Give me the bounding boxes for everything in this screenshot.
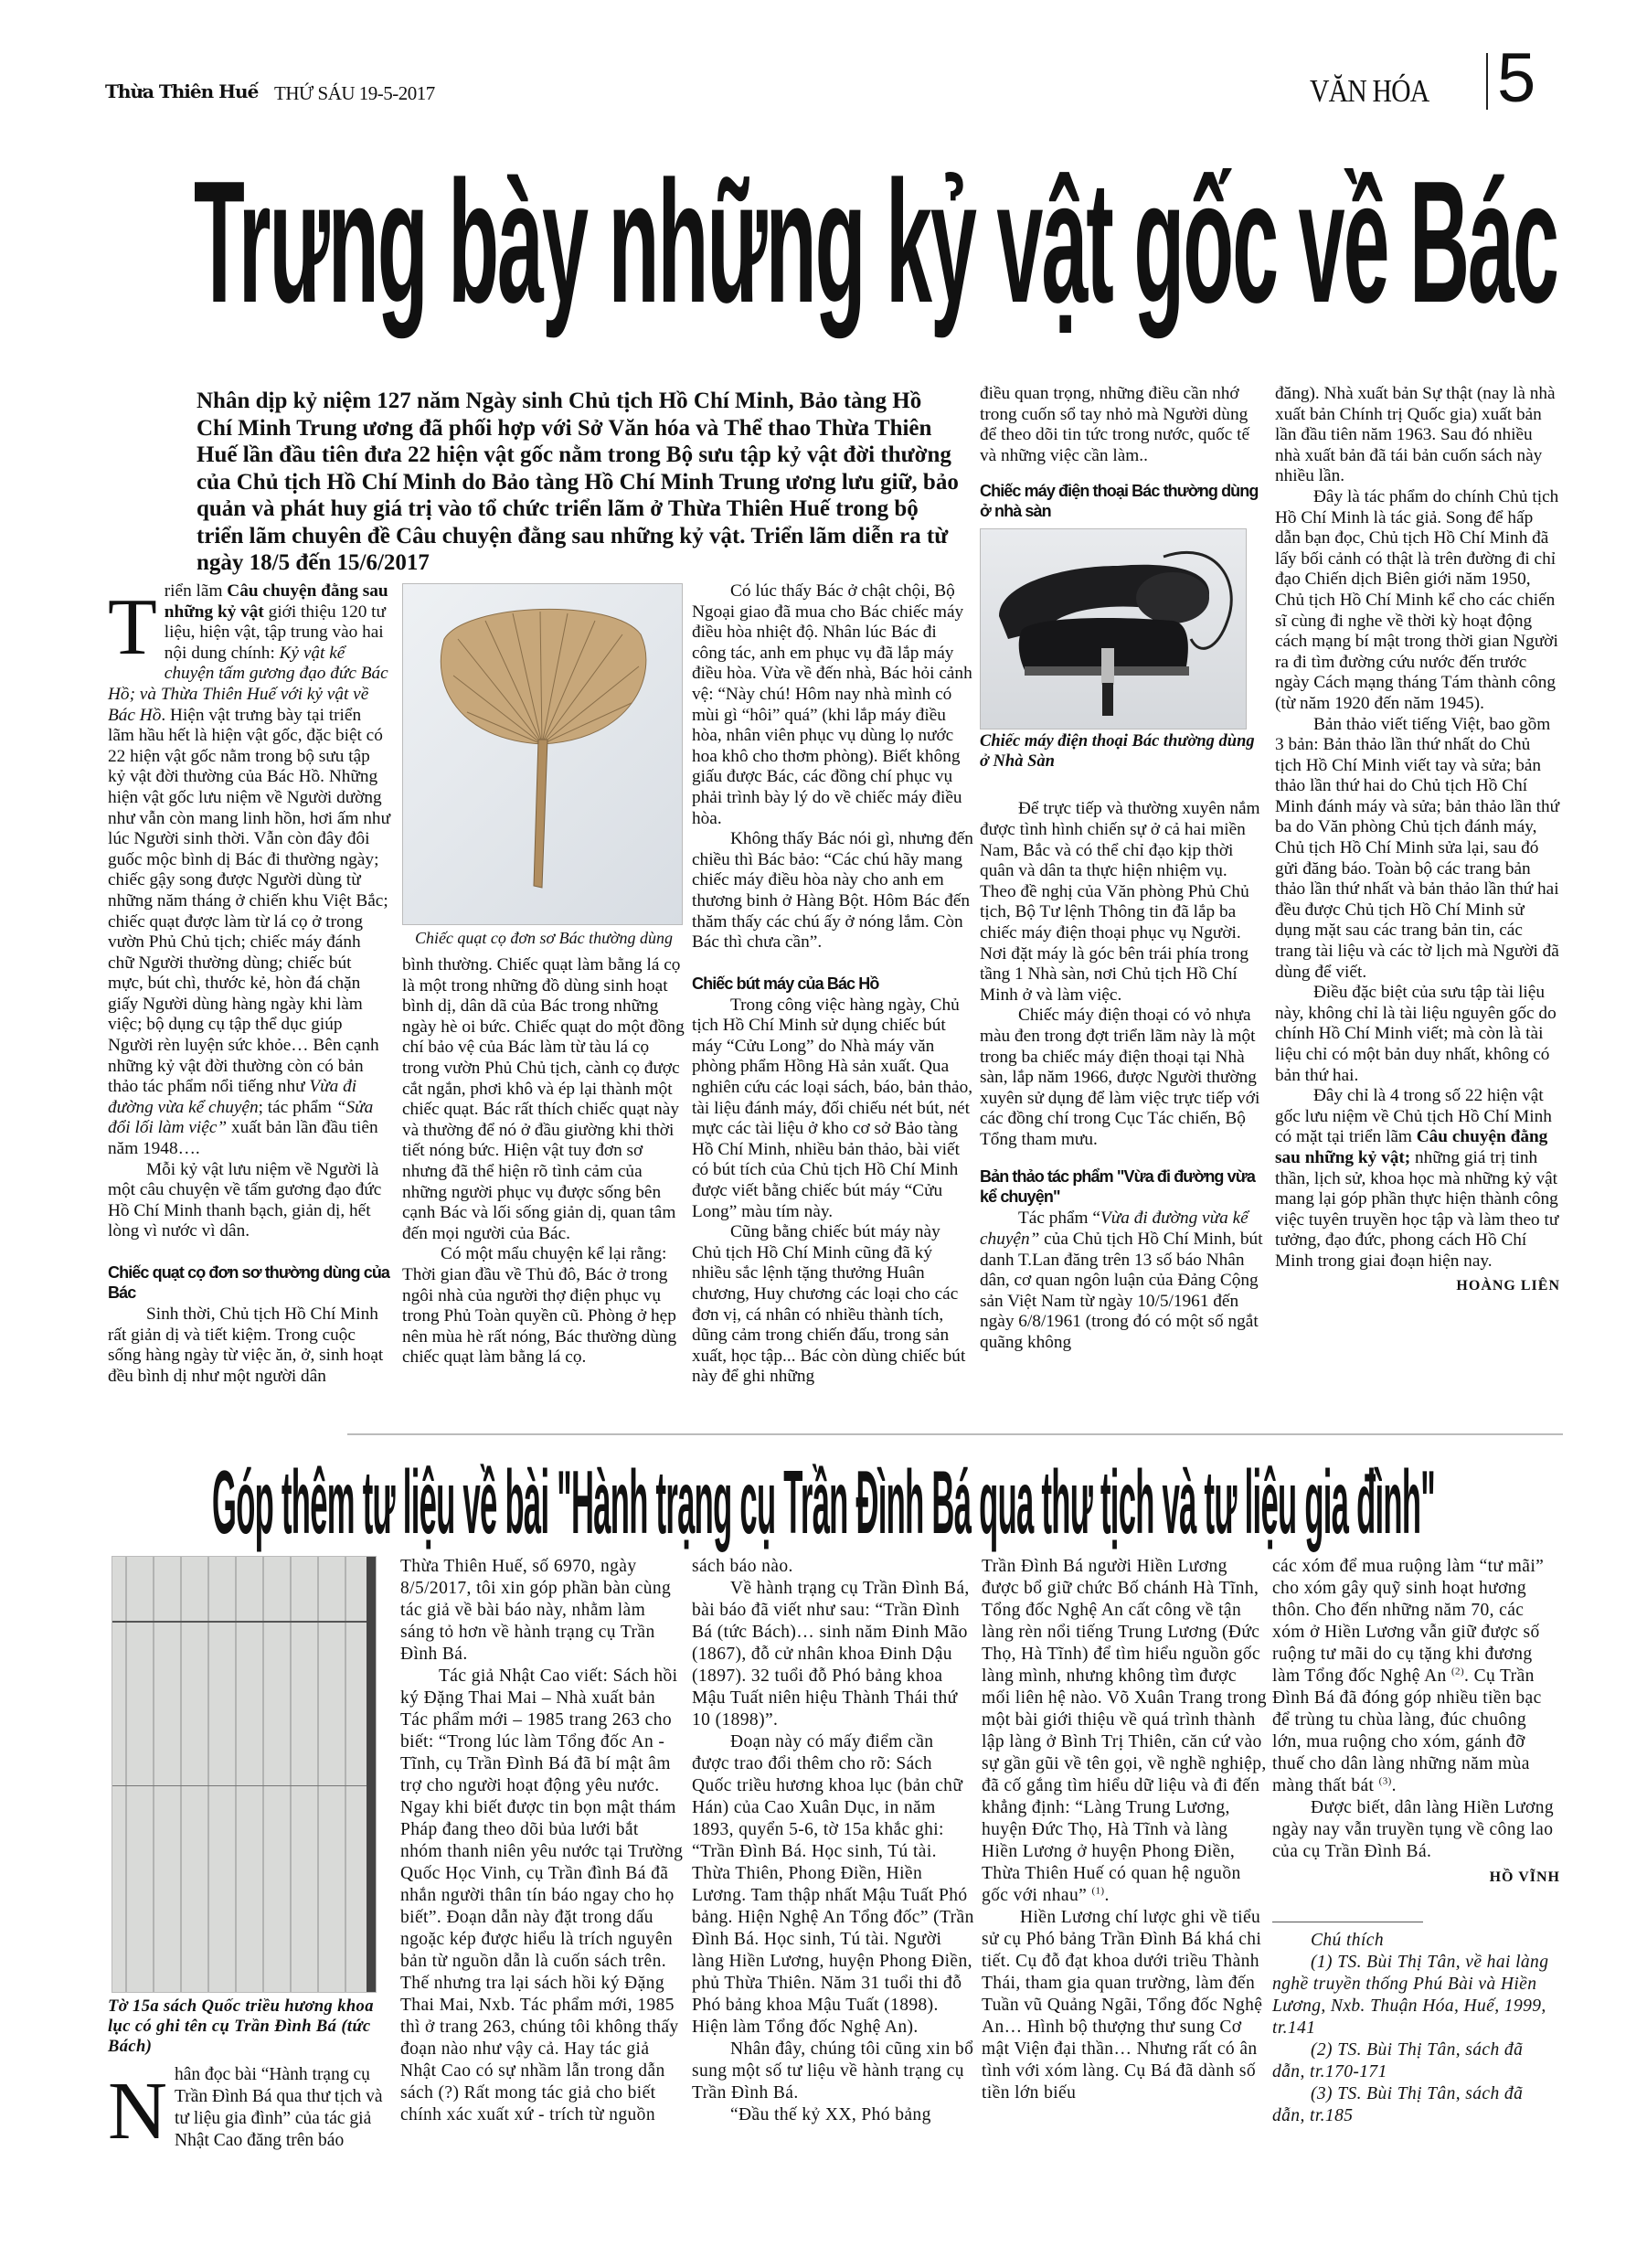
text: . [1391, 1776, 1397, 1795]
text: của Chủ tịch Hồ Chí Minh, bút danh T.Lan đăng trên 13 số báo Nhân dân, cơ quan ngôn luận của Đảng Cộng sản Việt Nam từ ngày 10/5/1961 đến ngày 6/8/1961 (trong đó có một số ngắt quãng không [980, 1230, 1263, 1353]
book-page-photo [112, 1556, 377, 1993]
telephone-photo [980, 528, 1247, 729]
palm-fan-photo [402, 583, 683, 925]
paragraph: Về hành trạng cụ Trần Đình Bá, bài báo đã viết như sau: “Trần Đình Bá (tức Bách)… sinh năm Đinh Mão (1867), đỗ cử nhân khoa Đinh Dậu (1897). 32 tuổi đỗ Phó bảng khoa Mậu Tuất niên hiệu Thành Thái thứ 10 (1898)”. [692, 1579, 970, 1730]
telephone-image [981, 529, 1246, 729]
footnotes-title: Chú thích [1311, 1931, 1384, 1950]
footnote: (2) TS. Bùi Thị Tân, sách đã dẫn, tr.170-171 [1272, 2040, 1524, 2082]
paragraph: Tác giả Nhật Cao viết: Sách hồi ký Đặng Thai Mai – Nhà xuất bản Tác phẩm mới – 1985 trang 263 cho biết: “Trong lúc làm Tổng đốc An - Tĩnh, cụ Trần Đình Bá đã bí mật âm trợ cho người hoạt động yêu nước. Ngay khi biết được tin bọn mật thám Pháp đang theo dõi bủa lưới bắt nhóm thanh niên yêu nước tại Trường Quốc Học Vinh, cụ Trần đình Bá đã nhắn người thân tín báo ngay cho họ biết”. Đoạn dẫn này đặt trong dấu ngoặc kép được hiểu là trích nguyên bản từ nguồn dẫn là cuốn sách trên. Thế nhưng tra lại sách hồi ký Đặng Thai Mai, Nxb. Tác phẩm mới, 1985 thì ở trang 263, chúng tôi không thấy đoạn nào như vậy cả. Hay tác giả Nhật Cao có sự nhầm lẫn trong dẫn sách (?) Rất mong tác giả cho biết chính xác xuất xứ - trích từ nguồn [400, 1666, 684, 2124]
paragraph [982, 1556, 1267, 1907]
article-1-lead: Nhân dịp kỷ niệm 127 năm Ngày sinh Chủ tịch Hồ Chí Minh, Bảo tàng Hồ Chí Minh Trung ương đã phối hợp với Sở Văn hóa và Thể thao Thừa Thiên Huế lần đầu tiên đưa 22 hiện vật gốc nằm trong Bộ sưu tập kỷ vật đời thường của Chủ tịch Hồ Chí Minh do Bảo tàng Hồ Chí Minh Trung ương lưu giữ, bảo quản và phát huy giá trị vào tổ chức triển lãm ở Thừa Thiên Huế trong bộ triển lãm chuyên đề Câu chuyện đằng sau những kỷ vật. Triển lãm diễn ra từ ngày 18/5 đến 15/6/2017 [197, 389, 959, 575]
paragraph: Cũng bằng chiếc bút máy này Chủ tịch Hồ Chí Minh cũng đã ký nhiều sắc lệnh tặng thưởng Huân chương, Huy chương các loại cho các đơn vị, cá nhân có nhiều thành tích, dũng cảm trong chiến đấu, trong sản xuất, học tập... Bác còn dùng chiếc bút này để ghi những [692, 1222, 966, 1387]
subheading: Chiếc quạt cọ đơn sơ thường dùng của Bác [108, 1263, 390, 1302]
text: xuất bản lần đầu tiên năm 1948…. [108, 1118, 378, 1159]
paragraph: Không thấy Bác nói gì, nhưng đến chiều thì Bác bảo: “Các chú hãy mang chiếc máy điều hòa này cho anh em thương binh ở Hàng Bột. Hôm Bác đến thăm thấy các chú ấy ở nóng lắm. Còn Bác thì chưa cần”. [692, 829, 973, 953]
paragraph: sách báo nào. [692, 1557, 793, 1576]
paragraph: Hiền Lương chí lược ghi về tiểu sử cụ Phó bảng Trần Đình Bá khá chi tiết. Cụ đỗ đạt khoa dưới triều Thành Thái, tham gia quan trường, làm đến Tuần vũ Quảng Ngãi, Tổng đốc Nghệ An… Hình bộ thượng thư sung Cơ mật Viện đại thần… Nhưng rất có ân tình với xóm làng. Cụ Bá đã dành số tiền lớn biếu [982, 1908, 1263, 2103]
article-1-column-4 [980, 384, 1265, 1354]
photo-caption: Chiếc quạt cọ đơn sơ Bác thường dùng [414, 929, 674, 947]
text: riển lãm [164, 581, 228, 601]
subheading: Chiếc máy điện thoại Bác thường dùng ở nhà sàn [980, 482, 1259, 521]
section-name: VĂN HÓA [1310, 73, 1429, 109]
text: giới thiệu 120 tư liệu, hiện vật, tập trung vào hai nội dung chính: [164, 602, 386, 663]
page-number: 5 [1497, 39, 1536, 117]
paragraph: Có một mẩu chuyện kể lại rằng: Thời gian đầu về Thủ đô, Bác ở trong ngôi nhà của người thợ điện phục vụ trong Phủ Toàn quyền cũ. Phòng ở hẹp nên mùa hè rất nóng, Bác thường dùng chiếc quạt làm bằng lá cọ. [402, 1244, 677, 1368]
article-1-column-3 [692, 581, 973, 1388]
photo-caption: Tờ 15a sách Quốc triều hương khoa lục có ghi tên cụ Trần Đình Bá (tức Bách) [108, 1997, 374, 2056]
book-edge [367, 1557, 376, 1992]
drop-cap: T [108, 583, 157, 672]
paragraph: Được biết, dân làng Hiền Lương ngày nay vẫn truyền tụng về công lao của cụ Trần Đình Bá. [1272, 1798, 1555, 1861]
exhibition-name: Câu chuyện đằng sau những kỷ vật [164, 581, 388, 622]
text: Tác phẩm “ [1018, 1209, 1100, 1229]
article-divider [347, 1433, 1563, 1435]
paragraph: Đây là tác phẩm do chính Chủ tịch Hồ Chí Minh là tác giả. Song để hấp dẫn bạn đọc, Chủ tịch Hồ Chí Minh đã lấy bối cảnh có thật là trên đường đi chỉ đạo Chiến dịch Biên giới năm 1950, Chủ tịch Hồ Chí Minh kể cho các chiến sĩ cùng đi nghe về thời kỳ hoạt động cách mạng bí mật trong thời gian Người ra đi tìm đường cứu nước đến trước ngày Cách mạng tháng Tám thành công (từ năm 1920 đến năm 1945). [1275, 486, 1559, 713]
palm-fan-image [403, 584, 682, 924]
drop-cap: N [108, 2066, 167, 2156]
subheading: Chiếc bút máy của Bác Hồ [692, 974, 879, 993]
work-title: Vừa đi đường vừa kể chuyện [108, 1077, 357, 1117]
paragraph: Mỗi kỷ vật lưu niệm về Người là một câu chuyện về tấm gương đạo đức Hồ Chí Minh thanh bạch, giản dị, hết lòng vì nước vì dân. [108, 1159, 382, 1241]
article-1-title-text: Trưng bày những kỷ vật gốc về Bác [194, 145, 1557, 339]
paragraph: Đoạn này có mấy điểm cần được trao đổi thêm cho rõ: Sách Quốc triều hương khoa lục (bản chữ Hán) của Cao Xuân Dục, in năm 1893, quyển 5-6, tờ 15a khắc ghi: “Trần Đình Bá. Học sinh, Tú tài. Thừa Thiên, Phong Điền, Hiền Lương. Tam thập nhất Mậu Tuất Phó bảng. Hiện Nghệ An Tổng đốc” (Trần Đình Bá. Học sinh, Tú tài. Người làng Hiền Lương, huyện Phong Điền, phủ Thừa Thiên. Năm 31 tuổi thi đỗ Phó bảng khoa Mậu Tuất (1898). Hiện làm Tổng đốc Nghệ An). [692, 1732, 974, 2037]
text: Trần Đình Bá người Hiền Lương được bổ giữ chức Bố chánh Hà Tĩnh, Tổng đốc Nghệ An cất công về tận làng rèn nổi tiếng Trung Lương (Đức Thọ, Hà Tĩnh) để tìm hiểu nguồn gốc làng mình, nhưng không tìm được mối liên hệ nào. Võ Xuân Trang trong một bài giới thiệu về quá trình thành lập làng ở Bình Trị Thiên, căn cứ vào sự gần gũi về tên gọi, về nghề nghiệp, đã cố gắng tìm hiểu dữ liệu và đi đến khẳng định: “Làng Trung Lương, huyện Đức Thọ, Hà Tĩnh và làng Hiền Lương ở huyện Phong Điền, Thừa Thiên Huế có quan hệ nguồn gốc với nhau” [982, 1557, 1267, 1905]
article-2-column-1 [108, 1996, 391, 2159]
text: các xóm để mua ruộng làm “tư mãi” cho xóm gây quỹ sinh hoạt hương thôn. Cho đến những năm 70, các xóm ở Hiền Lương vẫn giữ được số ruộng tư mãi do cụ tặng khi đương làm Tổng đốc Nghệ An [1272, 1557, 1545, 1686]
article-1-column-1 [108, 581, 391, 1387]
work-title: “Sửa đổi lối làm việc” [108, 1097, 374, 1138]
footnote-ref: (2) [1450, 1666, 1465, 1677]
newspaper-name: Thừa Thiên Huế [105, 80, 259, 102]
footnote: (1) TS. Bùi Thị Tân, về hai làng nghề truyền thống Phú Bài và Hiền Lương, Nxb. Thuận Hóa, Huế, 1999, tr.141 [1272, 1953, 1549, 2038]
paragraph: Nhân đây, chúng tôi cũng xin bổ sung một số tư liệu về hành trạng cụ Trần Đình Bá. [692, 2039, 974, 2103]
article-1-title [194, 145, 1557, 339]
article-2-column-3 [692, 1556, 975, 2126]
article-2-title-text: Góp thêm tư liệu về bài "Hành trạng cụ Trần Đình Bá qua thư tịch và tư liệu gia đình" [212, 1452, 1435, 1552]
photo-caption: Chiếc máy điện thoại Bác thường dùng ở Nhà Sàn [980, 732, 1255, 772]
paragraph [980, 1209, 1265, 1353]
text: ; tác phẩm [258, 1097, 336, 1117]
article-2-column-5 [1272, 1556, 1560, 2127]
paragraph [1272, 1556, 1560, 1797]
paragraph: Sinh thời, Chủ tịch Hồ Chí Minh rất giản dị và tiết kiệm. Trong cuộc sống hàng ngày từ việc ăn, ở, sinh hoạt đều bình dị như một người dân [108, 1304, 384, 1386]
text: . Hiện vật trưng bày tại triển lãm hầu hết là hiện vật gốc, đặc biệt có 22 hiện vật gốc nằm trong bộ sưu tập kỷ vật đời thường của Bác Hồ. Những hiện vật gốc lưu niệm về Người dường như vẫn còn mang linh hồn, hơi ấm như lúc Người sinh thời. Vẫn còn đây đôi guốc mộc bình dị Bác đi thường ngày; chiếc gậy song được Người dùng từ những năm tháng ở chiến khu Việt Bắc; chiếc quạt được làm từ lá cọ ở trong vườn Phủ Chủ tịch; chiếc máy đánh chữ Người thường dùng; chiếc bút mực, bút chì, thước kẻ, hòn đá chặn giấy Người dùng hàng ngày khi làm việc; bộ dụng cụ tập thể dục giúp Người rèn luyện sức khỏe… Bên cạnh những kỷ vật đời thường còn có bản thảo tác phẩm nổi tiếng như [108, 705, 391, 1097]
article-2-column-2 [400, 1556, 684, 2126]
header-divider [1486, 53, 1488, 110]
article-2-title [212, 1452, 1435, 1552]
text: . Cụ Trần Đình Bá đã đóng góp nhiều tiền bạc để trùng tu chùa làng, đúc chuông lớn, mua ruộng cho xóm, gánh đỡ thuế cho dân làng những năm mùa màng thất bát [1272, 1666, 1542, 1795]
paragraph: bình thường. Chiếc quạt làm bằng lá cọ là một trong những đồ dùng sinh hoạt bình dị, dân dã của Bác trong những ngày hè oi bức. Chiếc quạt do một đồng chí bảo vệ của Bác làm từ tàu lá cọ trong vườn Phủ Chủ tịch, cành cọ được cắt ngắn, phơi khô và ép lại thành một chiếc quạt. Bác rất thích chiếc quạt này và thường để nó ở đầu giường khi thời tiết nóng bức. Hiện vật tuy đơn sơ nhưng đã thể hiện rõ tình cảm của những người phục vụ được sống bên cạnh Bác và lối sống giản dị, quan tâm đến mọi người của Bác. [402, 955, 685, 1243]
text: hân đọc bài “Hành trạng cụ Trần Đình Bá qua thư tịch và tư liệu gia đình” của tác giả Nhật Cao đăng trên báo [175, 2065, 383, 2150]
paragraph: Bản thảo viết tiếng Việt, bao gồm 3 bản: Bản thảo lần thứ nhất do Chủ tịch Hồ Chí Minh viết tay và sửa; bản thảo lần thứ hai do Chủ tịch Hồ Chí Minh đánh máy và sửa; bản thảo lần thứ ba do Văn phòng Chủ tịch đánh máy, Chủ tịch Hồ Chí Minh sửa lại, sau đó gửi đăng báo. Toàn bộ các trang bản thảo lần thứ nhất và bản thảo lần thứ hai đều được Chủ tịch Hồ Chí Minh sử dụng mặt sau các trang bản tin, các trang tài liệu và các tờ lịch mà Người đã dùng để viết. [1275, 714, 1560, 982]
issue-date: THỨ SÁU 19-5-2017 [274, 82, 435, 104]
theme-names: Kỷ vật kể chuyện tấm gương đạo đức Bác Hồ; và Thừa Thiên Huế với kỷ vật về Bác Hồ [108, 643, 388, 725]
article-1-column-2 [402, 929, 685, 1368]
paragraph: Trong công việc hàng ngày, Chủ tịch Hồ Chí Minh sử dụng chiếc bút máy “Cửu Long” do Nhà máy văn phòng phẩm Hồng Hà sản xuất. Qua nghiên cứu các loại sách, báo, bản thảo, tài liệu đánh máy, đối chiếu nét bút, nét mực các tài liệu ở kho cơ sở Bảo tàng Hồ Chí Minh, nhiều bản thảo, bài viết có bút tích của Chủ tịch Hồ Chí Minh được viết bằng chiếc bút máy “Cửu Long” màu tím này. [692, 995, 973, 1221]
paragraph: đăng). Nhà xuất bản Sự thật (nay là nhà xuất bản Chính trị Quốc gia) xuất bản lần đầu tiên năm 1963. Sau đó nhiều nhà xuất bản đã tái bản cuốn sách này nhiều lần. [1275, 384, 1556, 486]
footnote: (3) TS. Bùi Thị Tân, sách đã dẫn, tr.185 [1272, 2084, 1524, 2125]
author-byline: HỒ VĨNH [1489, 1869, 1560, 1885]
paragraph: “Đầu thế kỷ XX, Phó bảng [730, 2105, 931, 2124]
paragraph: Chiếc máy điện thoại có vỏ nhựa màu đen trong đợt triển lãm này là một trong ba chiếc máy điện thoại tại Nhà sàn, lắp năm 1966, được Người thường xuyên sử dụng để làm việc trực tiếp với các đồng chí trong Cục Tác chiến, Bộ Tổng tham mưu. [980, 1006, 1260, 1149]
article-2-column-4 [982, 1556, 1267, 2104]
subheading: Bản thảo tác phẩm "Vừa đi đường vừa kể chuyện" [980, 1167, 1255, 1207]
paragraph: điều quan trọng, những điều cần nhớ trong cuốn sổ tay nhỏ mà Người dùng để theo dõi tin tức trong nước, quốc tế và những việc cần làm.. [980, 384, 1250, 465]
exhibition-name: Câu chuyện đằng sau những kỷ vật; [1275, 1127, 1548, 1167]
paragraph: Để trực tiếp và thường xuyên nắm được tình hình chiến sự ở cả hai miền Nam, Bắc và có thể chỉ đạo kịp thời quân và dân ta thực hiện nhiệm vụ. Theo đề nghị của Văn phòng Phủ Chủ tịch, Bộ Tư lệnh Thông tin đã lắp ba chiếc máy điện thoại phục vụ Người. Nơi đặt máy là góc bên trái phía trong tầng 1 Nhà sàn, nơi Chủ tịch Hồ Chí Minh ở và làm việc. [980, 799, 1260, 1005]
paragraph [108, 2064, 391, 2156]
footnote-ref: (3) [1378, 1775, 1392, 1787]
paragraph: Thừa Thiên Huế, số 6970, ngày 8/5/2017, tôi xin góp phần bàn cùng tác giả về bài báo này, nhằm làm sáng tỏ hơn về hành trạng cụ Trần Đình Bá. [400, 1557, 672, 1664]
work-title: Vừa đi đường vừa kể chuyện” [980, 1209, 1249, 1250]
article-1-column-5 [1275, 384, 1560, 1296]
paragraph: Có lúc thấy Bác ở chật chội, Bộ Ngoại giao đã mua cho Bác chiếc máy điều hòa nhiệt độ. Nhân lúc Bác đi công tác, anh em phục vụ đã lắp máy điều hòa. Vừa về đến nhà, Bác hỏi cảnh vệ: “Này chú! Hôm nay nhà mình có mùi gì “hôi” quá” (khi lắp máy điều hòa, nhân viên phục vụ dùng lọ nước hoa khô cho thơm phòng). Biết không giấu được Bác, các đồng chí phục vụ phải trình bày lý do về chiếc máy điều hòa. [692, 581, 972, 828]
paragraph: Điều đặc biệt của sưu tập tài liệu này, không chỉ là tài liệu nguyên gốc do chính Hồ Chí Minh viết; mà còn là tài liệu chỉ có một bản duy nhất, không có bản thứ hai. [1275, 983, 1557, 1085]
author-byline: HOÀNG LIÊN [1456, 1277, 1560, 1294]
book-rule [112, 1621, 376, 1623]
text: những giá trị tinh thần, lịch sử, khoa học mà những kỷ vật mang lại góp phần thực hiện thành công việc tuyên truyền học tập và làm theo tư tưởng, đạo đức, phong cách Hồ Chí Minh trong giai đoạn hiện nay. [1275, 1147, 1559, 1271]
paragraph [108, 581, 391, 1160]
text: Đây chỉ là 4 trong số 22 hiện vật gốc lưu niệm về Chủ tịch Hồ Chí Minh có mặt tại triển lãm [1275, 1086, 1552, 1147]
footnote-ref: (1) [1091, 1885, 1105, 1897]
book-rule [112, 1785, 376, 1786]
text: . [1104, 1886, 1110, 1905]
paragraph [1275, 1086, 1560, 1272]
